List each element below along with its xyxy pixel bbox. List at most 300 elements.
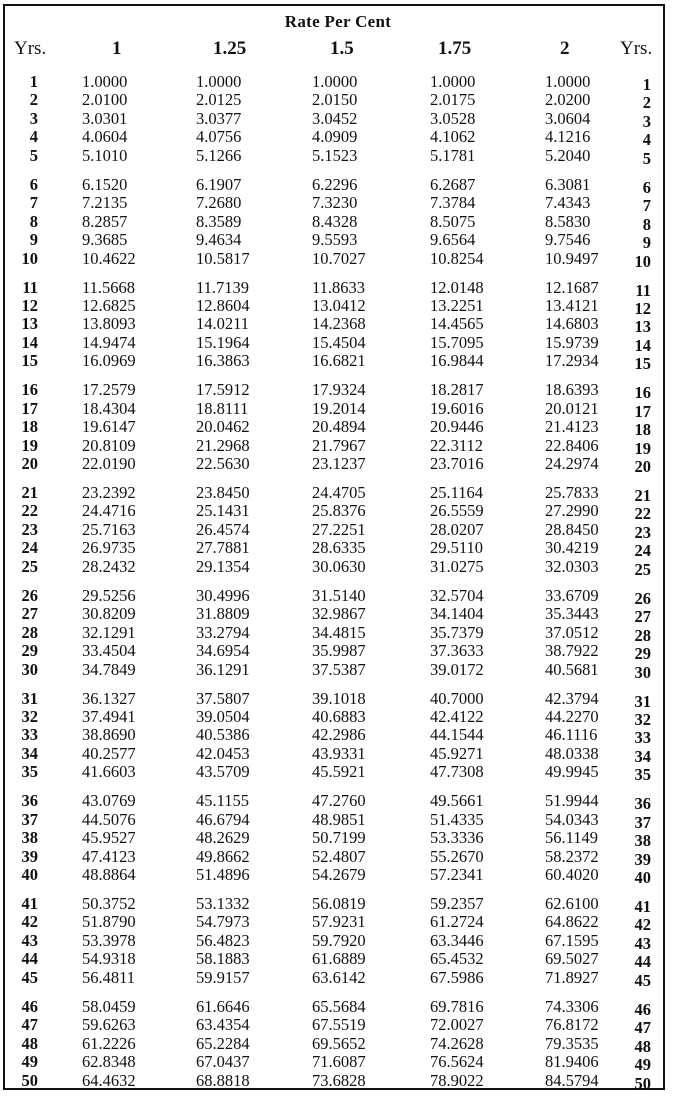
table-cell: 39.1018 bbox=[312, 688, 366, 708]
year-label-left: 35 bbox=[21, 762, 38, 782]
year-label-right: 1 bbox=[642, 75, 651, 94]
table-cell: 45.9527 bbox=[82, 828, 136, 848]
table-cell: 20.9446 bbox=[430, 417, 484, 437]
table-cell: 2.0125 bbox=[196, 90, 242, 110]
table-cell: 7.3230 bbox=[312, 193, 358, 213]
year-label-right: 12 bbox=[634, 298, 651, 318]
year-label-left: 39 bbox=[21, 846, 38, 866]
table-cell: 31.8809 bbox=[196, 604, 250, 624]
table-cell: 55.2670 bbox=[430, 846, 484, 866]
table-cell: 63.4354 bbox=[196, 1015, 250, 1035]
rate-header-2: 1.25 bbox=[213, 38, 247, 59]
table-cell: 23.1237 bbox=[312, 454, 366, 474]
table-cell: 13.8093 bbox=[82, 314, 136, 334]
year-label-left: 41 bbox=[21, 894, 38, 913]
table-cell: 30.0630 bbox=[312, 556, 366, 576]
table-cell: 9.6564 bbox=[430, 230, 476, 250]
year-label-left: 18 bbox=[21, 417, 38, 437]
table-cell: 23.7016 bbox=[430, 454, 484, 474]
table-cell: 14.0211 bbox=[196, 314, 250, 334]
table-cell: 18.4304 bbox=[82, 398, 136, 418]
table-cell: 2.0200 bbox=[545, 90, 591, 110]
table-cell: 40.7000 bbox=[430, 688, 484, 708]
year-label-left: 28 bbox=[21, 622, 38, 642]
table-cell: 56.4811 bbox=[82, 967, 136, 987]
table-cell: 54.0343 bbox=[545, 809, 599, 829]
table-cell: 2.0175 bbox=[430, 90, 476, 110]
table-cell: 25.1431 bbox=[196, 501, 250, 521]
table-cell: 11.5668 bbox=[82, 277, 136, 297]
year-label-right: 13 bbox=[634, 317, 651, 337]
table-cell: 4.1216 bbox=[545, 127, 591, 147]
table-cell: 26.4574 bbox=[196, 519, 250, 539]
table-cell: 71.6087 bbox=[312, 1052, 366, 1072]
table-cell: 8.5830 bbox=[545, 211, 591, 231]
year-label-left: 27 bbox=[21, 604, 38, 624]
table-cell: 53.3336 bbox=[430, 828, 484, 848]
table-cell: 43.5709 bbox=[196, 762, 250, 782]
year-label-right: 3 bbox=[642, 111, 651, 131]
year-label-right: 35 bbox=[634, 765, 651, 785]
table-cell: 25.1164 bbox=[430, 483, 484, 502]
year-label-right: 4 bbox=[642, 130, 651, 150]
year-label-left: 19 bbox=[21, 435, 38, 455]
table-cell: 22.0190 bbox=[82, 454, 136, 474]
table-cell: 50.7199 bbox=[312, 828, 366, 848]
table-cell: 22.5630 bbox=[196, 454, 250, 474]
year-label-right: 50 bbox=[634, 1073, 651, 1093]
year-label-right: 2 bbox=[642, 93, 651, 113]
table-cell: 56.0819 bbox=[312, 894, 366, 913]
table-cell: 25.8376 bbox=[312, 501, 366, 521]
table-cell: 51.4335 bbox=[430, 809, 484, 829]
year-label-left: 30 bbox=[21, 659, 38, 679]
table-cell: 33.2794 bbox=[196, 622, 250, 642]
table-cell: 5.1781 bbox=[430, 145, 476, 165]
table-cell: 6.2687 bbox=[430, 174, 476, 194]
table-cell: 42.0453 bbox=[196, 743, 250, 763]
table-cell: 18.8111 bbox=[196, 398, 249, 418]
year-label-right: 40 bbox=[634, 868, 651, 888]
table-cell: 45.5921 bbox=[312, 762, 366, 782]
table-cell: 11.7139 bbox=[196, 277, 250, 297]
table-cell: 47.7308 bbox=[430, 762, 484, 782]
table-cell: 48.9851 bbox=[312, 809, 366, 829]
table-cell: 29.5110 bbox=[430, 538, 484, 558]
table-cell: 76.8172 bbox=[545, 1015, 599, 1035]
table-cell: 64.4632 bbox=[82, 1070, 136, 1090]
year-label-right: 7 bbox=[642, 196, 651, 216]
table-cell: 1.0000 bbox=[545, 72, 591, 91]
table-cell: 58.0459 bbox=[82, 996, 136, 1016]
table-cell: 38.7922 bbox=[545, 641, 599, 661]
table-cell: 51.4896 bbox=[196, 865, 250, 885]
table-cell: 45.1155 bbox=[196, 791, 250, 811]
table-cell: 28.2432 bbox=[82, 556, 136, 576]
table-cell: 20.8109 bbox=[82, 435, 136, 455]
table-cell: 15.7095 bbox=[430, 332, 484, 352]
table-cell: 8.4328 bbox=[312, 211, 358, 231]
table-cell: 67.5986 bbox=[430, 967, 484, 987]
year-label-right: 14 bbox=[634, 335, 651, 355]
table-cell: 51.9944 bbox=[545, 791, 599, 811]
table-cell: 71.8927 bbox=[545, 967, 599, 987]
table-cell: 35.3443 bbox=[545, 604, 599, 624]
table-cell: 26.9735 bbox=[82, 538, 136, 558]
table-cell: 37.5807 bbox=[196, 688, 250, 708]
table-cell: 7.2135 bbox=[82, 193, 128, 213]
table-cell: 21.2968 bbox=[196, 435, 250, 455]
table-cell: 52.4807 bbox=[312, 846, 366, 866]
year-label-left: 40 bbox=[21, 865, 38, 885]
year-label-left: 13 bbox=[21, 314, 38, 334]
table-cell: 61.6889 bbox=[312, 949, 366, 969]
table-cell: 42.2986 bbox=[312, 725, 366, 745]
year-label-left: 46 bbox=[21, 996, 38, 1016]
table-cell: 5.2040 bbox=[545, 145, 591, 165]
table-cell: 14.4565 bbox=[430, 314, 484, 334]
table-cell: 56.1149 bbox=[545, 828, 599, 848]
table-cell: 1.0000 bbox=[430, 72, 476, 91]
table-cell: 21.4123 bbox=[545, 417, 599, 437]
table-cell: 22.8406 bbox=[545, 435, 599, 455]
table-cell: 32.1291 bbox=[82, 622, 136, 642]
table-cell: 27.2990 bbox=[545, 501, 599, 521]
table-cell: 40.5386 bbox=[196, 725, 250, 745]
table-cell: 53.3978 bbox=[82, 930, 136, 950]
year-label-right: 48 bbox=[634, 1036, 651, 1056]
table-cell: 74.3306 bbox=[545, 996, 599, 1016]
table-cell: 42.4122 bbox=[430, 706, 484, 726]
table-cell: 10.5817 bbox=[196, 248, 250, 268]
year-label-left: 36 bbox=[21, 791, 38, 811]
table-cell: 37.0512 bbox=[545, 622, 599, 642]
table-cell: 17.2934 bbox=[545, 351, 599, 371]
table-cell: 3.0528 bbox=[430, 108, 476, 128]
year-label-left: 1 bbox=[29, 72, 38, 91]
table-cell: 60.4020 bbox=[545, 865, 599, 885]
year-label-left: 25 bbox=[21, 556, 38, 576]
table-cell: 54.9318 bbox=[82, 949, 136, 969]
table-cell: 1.0000 bbox=[196, 72, 242, 91]
table-cell: 57.9231 bbox=[312, 912, 366, 932]
year-label-left: 4 bbox=[29, 127, 38, 147]
year-label-right: 31 bbox=[634, 691, 651, 711]
table-cell: 10.4622 bbox=[82, 248, 136, 268]
table-cell: 10.9497 bbox=[545, 248, 599, 268]
year-label-left: 24 bbox=[21, 538, 38, 558]
table-cell: 3.0377 bbox=[196, 108, 242, 128]
year-label-left: 20 bbox=[21, 454, 38, 474]
year-label-right: 24 bbox=[634, 541, 651, 561]
table-cell: 67.1595 bbox=[545, 930, 599, 950]
table-cell: 12.1687 bbox=[545, 277, 599, 297]
year-label-left: 45 bbox=[21, 967, 38, 987]
table-cell: 44.2270 bbox=[545, 706, 599, 726]
table-cell: 7.3784 bbox=[430, 193, 476, 213]
year-label-right: 15 bbox=[634, 354, 651, 374]
table-cell: 8.2857 bbox=[82, 211, 128, 231]
table-cell: 50.3752 bbox=[82, 894, 136, 913]
year-label-right: 43 bbox=[634, 933, 651, 953]
year-label-right: 9 bbox=[642, 233, 651, 253]
year-label-left: 44 bbox=[21, 949, 38, 969]
table-cell: 34.6954 bbox=[196, 641, 250, 661]
year-label-right: 46 bbox=[634, 999, 651, 1019]
year-label-left: 23 bbox=[21, 519, 38, 539]
rate-header-4: 1.75 bbox=[438, 38, 472, 59]
year-label-right: 34 bbox=[634, 746, 651, 766]
table-cell: 7.4343 bbox=[545, 193, 591, 213]
year-label-right: 49 bbox=[634, 1055, 651, 1075]
table-cell: 49.5661 bbox=[430, 791, 484, 811]
year-label-left: 14 bbox=[21, 332, 38, 352]
table-cell: 45.9271 bbox=[430, 743, 484, 763]
table-cell: 33.6709 bbox=[545, 585, 599, 605]
table-cell: 68.8818 bbox=[196, 1070, 250, 1090]
table-cell: 43.0769 bbox=[82, 791, 136, 811]
table-cell: 44.5076 bbox=[82, 809, 136, 829]
table-cell: 27.2251 bbox=[312, 519, 366, 539]
table-cell: 4.0604 bbox=[82, 127, 128, 147]
table-cell: 24.4705 bbox=[312, 483, 366, 502]
table-cell: 40.2577 bbox=[82, 743, 136, 763]
year-label-left: 10 bbox=[21, 248, 38, 268]
table-cell: 11.8633 bbox=[312, 277, 366, 297]
table-cell: 10.8254 bbox=[430, 248, 484, 268]
table-cell: 65.5684 bbox=[312, 996, 366, 1016]
table-cell: 64.8622 bbox=[545, 912, 599, 932]
table-cell: 36.1327 bbox=[82, 688, 136, 708]
rate-header-1: 1 bbox=[112, 38, 122, 59]
table-cell: 8.3589 bbox=[196, 211, 242, 231]
table-cell: 33.4504 bbox=[82, 641, 136, 661]
year-label-left: 42 bbox=[21, 912, 38, 932]
table-cell: 16.6821 bbox=[312, 351, 366, 371]
year-label-left: 17 bbox=[21, 398, 38, 418]
yrs-header-left: Yrs. bbox=[14, 38, 47, 59]
year-label-right: 37 bbox=[634, 812, 651, 832]
table-cell: 48.2629 bbox=[196, 828, 250, 848]
year-label-right: 42 bbox=[634, 915, 651, 935]
table-cell: 32.0303 bbox=[545, 556, 599, 576]
table-cell: 31.5140 bbox=[312, 585, 366, 605]
year-label-left: 32 bbox=[21, 706, 38, 726]
year-label-right: 28 bbox=[634, 625, 651, 645]
table-cell: 6.1907 bbox=[196, 174, 242, 194]
table-cell: 1.0000 bbox=[312, 72, 358, 91]
table-cell: 40.6883 bbox=[312, 706, 366, 726]
table-cell: 16.3863 bbox=[196, 351, 250, 371]
year-label-right: 47 bbox=[634, 1018, 651, 1038]
rate-header-5: 2 bbox=[560, 38, 570, 59]
year-label-right: 11 bbox=[635, 280, 651, 300]
table-cell: 32.5704 bbox=[430, 585, 484, 605]
table-cell: 25.7163 bbox=[82, 519, 136, 539]
table-cell: 17.5912 bbox=[196, 380, 250, 400]
table-cell: 19.6016 bbox=[430, 398, 484, 418]
year-label-right: 6 bbox=[642, 177, 651, 197]
table-cell: 21.7967 bbox=[312, 435, 366, 455]
table-cell: 9.4634 bbox=[196, 230, 242, 250]
year-label-left: 21 bbox=[21, 483, 38, 502]
year-label-left: 47 bbox=[21, 1015, 38, 1035]
table-cell: 17.2579 bbox=[82, 380, 136, 400]
year-label-left: 5 bbox=[29, 145, 38, 165]
table-cell: 38.8690 bbox=[82, 725, 136, 745]
table-cell: 18.2817 bbox=[430, 380, 484, 400]
table-cell: 54.7973 bbox=[196, 912, 250, 932]
table-cell: 28.0207 bbox=[430, 519, 484, 539]
table-cell: 2.0150 bbox=[312, 90, 358, 110]
year-label-right: 17 bbox=[634, 401, 651, 421]
year-label-right: 10 bbox=[634, 251, 651, 271]
table-cell: 81.9406 bbox=[545, 1052, 599, 1072]
year-label-right: 29 bbox=[634, 644, 651, 664]
year-label-right: 23 bbox=[634, 522, 651, 542]
table-cell: 13.2251 bbox=[430, 295, 484, 315]
table-cell: 15.9739 bbox=[545, 332, 599, 352]
table-cell: 28.8450 bbox=[545, 519, 599, 539]
table-cell: 4.0756 bbox=[196, 127, 242, 147]
year-label-right: 36 bbox=[634, 794, 651, 814]
year-label-left: 43 bbox=[21, 930, 38, 950]
table-cell: 53.1332 bbox=[196, 894, 250, 913]
table-cell: 20.0121 bbox=[545, 398, 599, 418]
table-cell: 54.2679 bbox=[312, 865, 366, 885]
table-cell: 30.4219 bbox=[545, 538, 599, 558]
year-label-left: 12 bbox=[21, 295, 38, 315]
table-cell: 58.2372 bbox=[545, 846, 599, 866]
table-cell: 26.5559 bbox=[430, 501, 484, 521]
year-label-left: 6 bbox=[29, 174, 38, 194]
table-cell: 3.0301 bbox=[82, 108, 128, 128]
table-cell: 6.3081 bbox=[545, 174, 591, 194]
table-cell: 18.6393 bbox=[545, 380, 599, 400]
table-cell: 12.8604 bbox=[196, 295, 250, 315]
year-label-right: 26 bbox=[634, 588, 651, 608]
year-label-right: 44 bbox=[634, 952, 651, 972]
year-label-left: 15 bbox=[21, 351, 38, 371]
year-label-right: 19 bbox=[634, 438, 651, 458]
year-label-left: 16 bbox=[21, 380, 38, 400]
table-cell: 69.5652 bbox=[312, 1033, 366, 1053]
table-cell: 2.0100 bbox=[82, 90, 128, 110]
year-label-right: 27 bbox=[634, 607, 651, 627]
table-cell: 16.0969 bbox=[82, 351, 136, 371]
table-cell: 28.6335 bbox=[312, 538, 366, 558]
year-label-right: 30 bbox=[634, 662, 651, 682]
year-label-left: 22 bbox=[21, 501, 38, 521]
table-cell: 58.1883 bbox=[196, 949, 250, 969]
table-cell: 30.4996 bbox=[196, 585, 250, 605]
table-cell: 19.6147 bbox=[82, 417, 136, 437]
table-cell: 12.0148 bbox=[430, 277, 484, 297]
table-cell: 46.1116 bbox=[545, 725, 598, 745]
table-cell: 34.7849 bbox=[82, 659, 136, 679]
year-label-right: 39 bbox=[634, 849, 651, 869]
table-cell: 23.8450 bbox=[196, 483, 250, 502]
table-cell: 9.7546 bbox=[545, 230, 591, 250]
table-cell: 13.0412 bbox=[312, 295, 366, 315]
table-cell: 42.3794 bbox=[545, 688, 599, 708]
table-cell: 49.8662 bbox=[196, 846, 250, 866]
table-cell: 12.6825 bbox=[82, 295, 136, 315]
year-label-left: 37 bbox=[21, 809, 38, 829]
table-cell: 16.9844 bbox=[430, 351, 484, 371]
table-cell: 13.4121 bbox=[545, 295, 599, 315]
table-cell: 48.8864 bbox=[82, 865, 136, 885]
table-cell: 3.0452 bbox=[312, 108, 358, 128]
table-cell: 69.7816 bbox=[430, 996, 484, 1016]
table-cell: 41.6603 bbox=[82, 762, 136, 782]
table-cell: 43.9331 bbox=[312, 743, 366, 763]
table-cell: 4.0909 bbox=[312, 127, 358, 147]
year-label-left: 2 bbox=[29, 90, 38, 110]
table-cell: 9.5593 bbox=[312, 230, 358, 250]
year-label-left: 31 bbox=[21, 688, 38, 708]
table-cell: 65.4532 bbox=[430, 949, 484, 969]
table-cell: 63.3446 bbox=[430, 930, 484, 950]
table-cell: 62.8348 bbox=[82, 1052, 136, 1072]
rate-header-3: 1.5 bbox=[330, 38, 354, 59]
table-cell: 4.1062 bbox=[430, 127, 476, 147]
table-cell: 63.6142 bbox=[312, 967, 366, 987]
yrs-header-right: Yrs. bbox=[620, 38, 653, 59]
table-cell: 8.5075 bbox=[430, 211, 476, 231]
year-label-right: 25 bbox=[634, 559, 651, 579]
rate-title: Rate Per Cent bbox=[284, 12, 392, 31]
table-cell: 36.1291 bbox=[196, 659, 250, 679]
table-cell: 59.6263 bbox=[82, 1015, 136, 1035]
table-cell: 5.1266 bbox=[196, 145, 242, 165]
table-cell: 73.6828 bbox=[312, 1070, 366, 1090]
table-cell: 57.2341 bbox=[430, 865, 484, 885]
table-cell: 78.9022 bbox=[430, 1070, 484, 1090]
table-cell: 40.5681 bbox=[545, 659, 599, 679]
table-cell: 29.5256 bbox=[82, 585, 136, 605]
table-cell: 22.3112 bbox=[430, 435, 484, 455]
table-cell: 15.4504 bbox=[312, 332, 366, 352]
year-label-left: 50 bbox=[21, 1070, 38, 1090]
table-cell: 29.1354 bbox=[196, 556, 250, 576]
table-cell: 6.1520 bbox=[82, 174, 128, 194]
year-label-right: 18 bbox=[634, 420, 651, 440]
year-label-left: 49 bbox=[21, 1052, 38, 1072]
table-cell: 1.0000 bbox=[82, 72, 128, 91]
year-label-right: 16 bbox=[634, 383, 651, 403]
table-cell: 5.1010 bbox=[82, 145, 128, 165]
table-cell: 20.4894 bbox=[312, 417, 366, 437]
year-label-left: 38 bbox=[21, 828, 38, 848]
table-cell: 5.1523 bbox=[312, 145, 358, 165]
year-label-right: 32 bbox=[634, 709, 651, 729]
table-cell: 59.7920 bbox=[312, 930, 366, 950]
year-label-right: 21 bbox=[634, 486, 651, 505]
table-cell: 37.4941 bbox=[82, 706, 136, 726]
table-cell: 47.4123 bbox=[82, 846, 136, 866]
year-label-right: 38 bbox=[634, 831, 651, 851]
table-cell: 56.4823 bbox=[196, 930, 250, 950]
table-cell: 59.9157 bbox=[196, 967, 250, 987]
table-cell: 37.5387 bbox=[312, 659, 366, 679]
table-cell: 51.8790 bbox=[82, 912, 136, 932]
year-label-left: 26 bbox=[21, 585, 38, 605]
table-cell: 24.2974 bbox=[545, 454, 599, 474]
year-label-left: 34 bbox=[21, 743, 38, 763]
table-cell: 32.9867 bbox=[312, 604, 366, 624]
year-label-left: 48 bbox=[21, 1033, 38, 1053]
